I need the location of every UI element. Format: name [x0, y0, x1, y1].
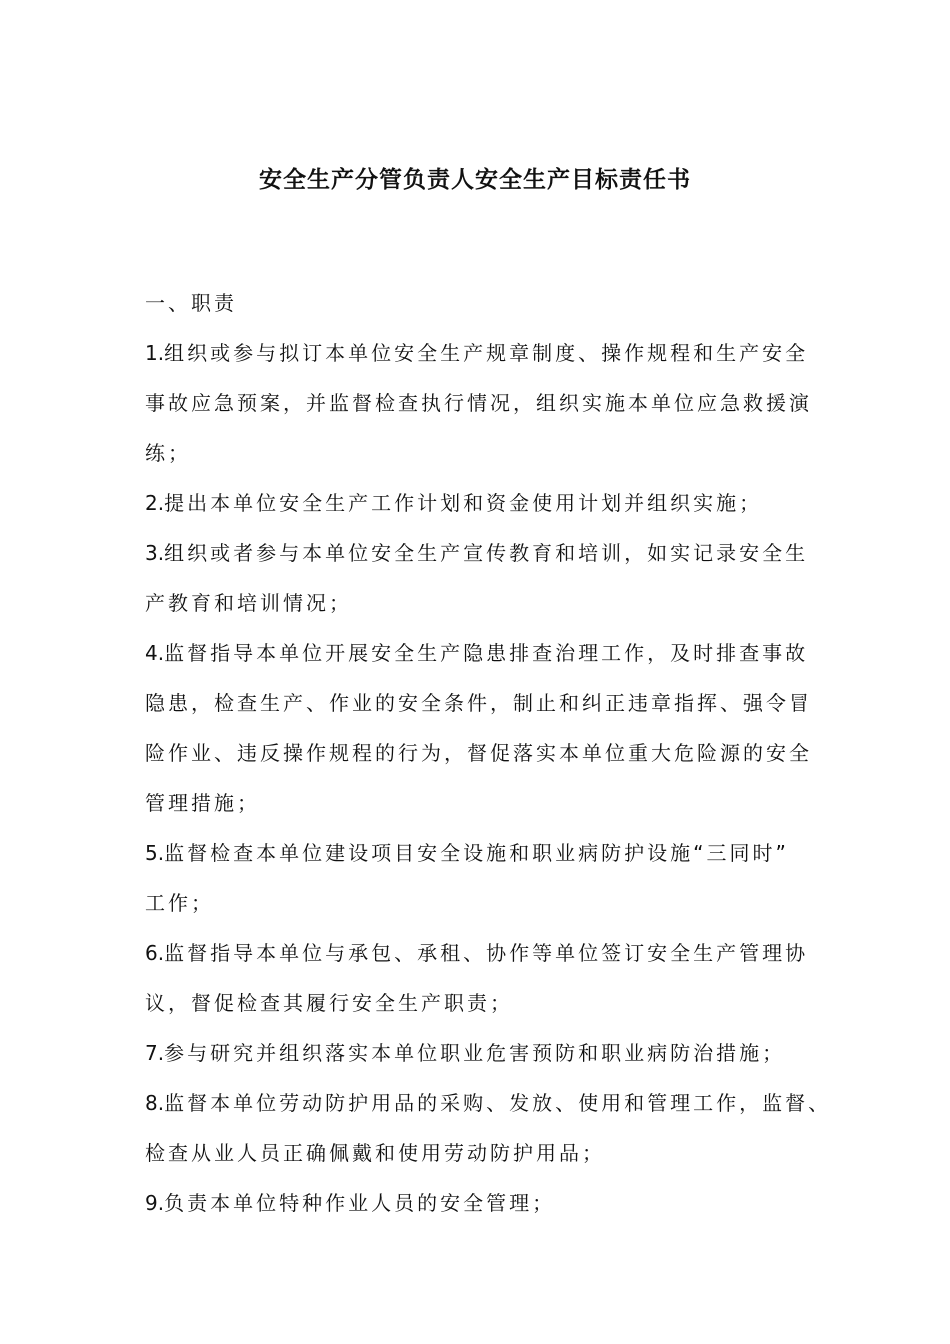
duty-item-number: 1.: [145, 341, 165, 365]
duty-item-line: [145, 478, 835, 528]
duty-item-line: [145, 528, 835, 578]
duty-item-text: 监督检查本单位建设项目安全设施和职业病防护设施“三同时”: [164, 841, 789, 865]
duty-item-line: [145, 1028, 835, 1078]
duty-item-7: [145, 1028, 835, 1078]
duty-item-9: [145, 1178, 835, 1228]
duty-item-8: [145, 1078, 835, 1178]
duty-item-line: 险作业、违反操作规程的行为，督促落实本单位重大危险源的安全: [145, 741, 812, 765]
duty-item-4: [145, 628, 835, 828]
duty-item-line: 议，督促检查其履行安全生产职责；: [145, 991, 513, 1015]
document-body: [145, 278, 835, 1228]
duty-item-1: [145, 328, 835, 478]
duty-item-line: [145, 828, 835, 878]
duty-item-text: 监督指导本单位与承包、承租、协作等单位签订安全生产管理协: [164, 941, 809, 965]
duty-item-5: [145, 828, 835, 928]
duty-item-number: 9.: [145, 1191, 165, 1215]
duty-item-line: [145, 328, 835, 378]
section-heading: 一、职责: [145, 291, 237, 315]
duty-item-number: 3.: [145, 541, 165, 565]
duty-item-3: [145, 528, 835, 628]
duty-item-line: 产教育和培训情况；: [145, 591, 352, 615]
duty-item-line: 事故应急预案，并监督检查执行情况，组织实施本单位应急救援演: [145, 391, 812, 415]
duty-item-line: [145, 1178, 835, 1228]
duty-item-line: [145, 1078, 835, 1128]
duty-item-text: 监督指导本单位开展安全生产隐患排查治理工作，及时排查事故: [164, 641, 809, 665]
duty-item-line: 管理措施；: [145, 791, 260, 815]
duty-item-text: 提出本单位安全生产工作计划和资金使用计划并组织实施；: [164, 491, 763, 515]
duty-item-2: [145, 478, 835, 528]
duty-item-line: [145, 928, 835, 978]
duty-item-line: 检查从业人员正确佩戴和使用劳动防护用品；: [145, 1141, 605, 1165]
duty-item-number: 4.: [145, 641, 165, 665]
duty-item-number: 7.: [145, 1041, 165, 1065]
duty-item-text: 组织或者参与本单位安全生产宣传教育和培训，如实记录安全生: [164, 541, 809, 565]
duty-item-number: 6.: [145, 941, 165, 965]
duty-item-text: 参与研究并组织落实本单位职业危害预防和职业病防治措施；: [164, 1041, 786, 1065]
duty-item-text: 监督本单位劳动防护用品的采购、发放、使用和管理工作，监督、: [164, 1091, 832, 1115]
duty-item-number: 2.: [145, 491, 165, 515]
duty-item-line: 工作；: [145, 891, 214, 915]
duty-item-6: [145, 928, 835, 1028]
duty-item-line: 练；: [145, 441, 191, 465]
duty-item-line: 隐患，检查生产、作业的安全条件，制止和纠正违章指挥、强令冒: [145, 691, 812, 715]
duty-item-text: 组织或参与拟订本单位安全生产规章制度、操作规程和生产安全: [164, 341, 809, 365]
duty-item-number: 5.: [145, 841, 165, 865]
duty-item-line: [145, 628, 835, 678]
document-title: 安全生产分管负责人安全生产目标责任书: [259, 167, 691, 193]
duty-item-text: 负责本单位特种作业人员的安全管理；: [164, 1191, 556, 1215]
duty-item-number: 8.: [145, 1091, 165, 1115]
